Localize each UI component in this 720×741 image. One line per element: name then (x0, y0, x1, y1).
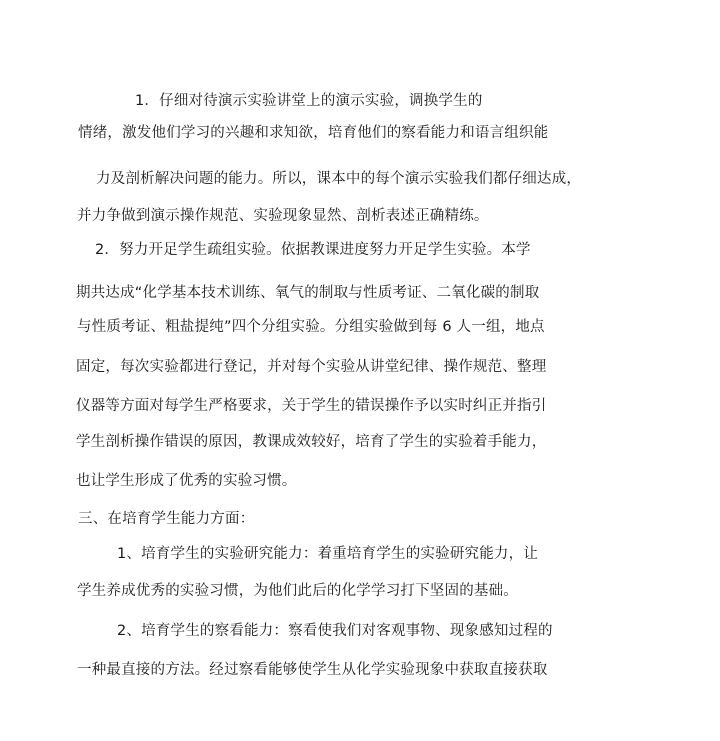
section-heading: 三、在培育学生能力方面： (78, 511, 255, 527)
paragraph-1-line-2: 情绪，激发他们学习的兴趣和求知欲，培育他们的察看能力和语言组织能 (78, 125, 549, 141)
paragraph-4-line-2: 一种最直接的方法。经过察看能够使学生从化学实验现象中获取直接获取 (77, 662, 548, 678)
paragraph-2-line-1: 2．努力开足学生疏组实验。依据教课进度努力开足学生实验。本学 (95, 242, 531, 258)
paragraph-1-line-1: 1．仔细对待演示实验讲堂上的演示实验，调换学生的 (135, 93, 483, 109)
paragraph-2-line-6: 学生剖析操作错误的原因，教课成效较好，培育了学生的实验着手能力， (76, 434, 547, 450)
paragraph-3-line-1: 1、培育学生的实验研究能力：着重培育学生的实验研究能力，让 (117, 546, 539, 562)
paragraph-3-line-2: 学生养成优秀的实验习惯，为他们此后的化学学习打下坚固的基础。 (77, 583, 518, 599)
paragraph-4-line-1: 2、培育学生的察看能力：察看使我们对客观事物、现象感知过程的 (117, 623, 553, 639)
paragraph-2-line-4: 固定，每次实验都进行登记，并对每个实验从讲堂纪律、操作规范、整理 (76, 359, 547, 375)
paragraph-1-line-3: 力及剖析解决问题的能力。所以，课本中的每个演示实验我们都仔细达成， (96, 171, 582, 187)
paragraph-2-line-2: 期共达成“化学基本技术训练、氧气的制取与性质考证、二氧化碳的制取 (76, 285, 540, 301)
paragraph-2-line-7: 也让学生形成了优秀的实验习惯。 (76, 473, 297, 489)
paragraph-1-line-4: 并力争做到演示操作规范、实验现象显然、剖析表述正确精练。 (77, 208, 489, 224)
paragraph-2-line-3: 与性质考证、粗盐提纯”四个分组实验。分组实验做到每 6 人一组，地点 (77, 319, 545, 335)
paragraph-2-line-5: 仪器等方面对每学生严格要求，关于学生的错误操作予以实时纠正并指引 (76, 398, 547, 414)
